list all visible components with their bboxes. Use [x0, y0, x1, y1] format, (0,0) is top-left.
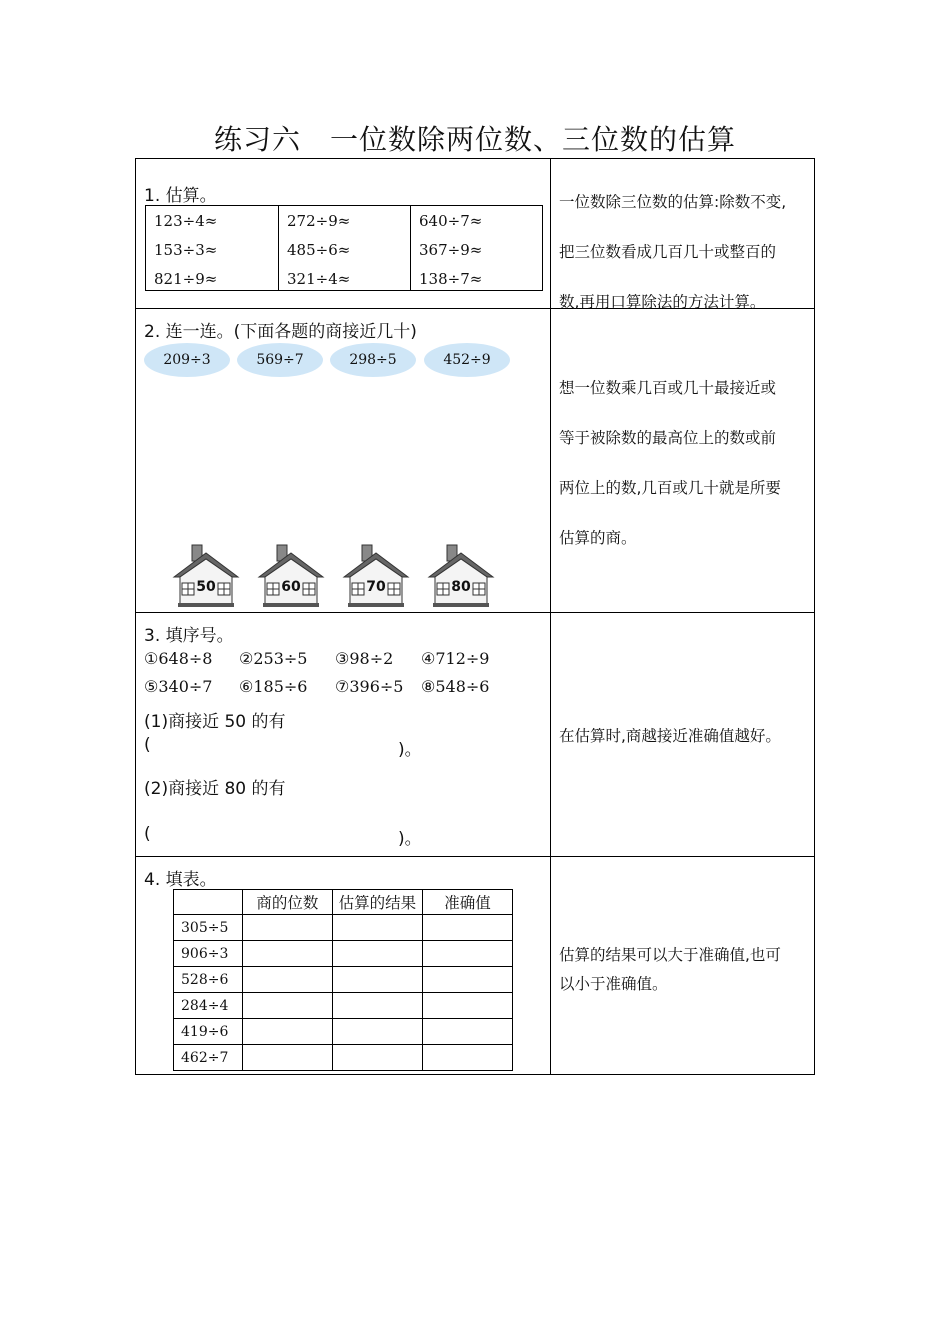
option-item: ③98÷2: [335, 649, 394, 668]
q1-tip: [559, 177, 809, 327]
table-row: [174, 993, 513, 1019]
answer-paren-close: )。: [398, 829, 422, 849]
q3-title: 3. 填序号。: [144, 626, 234, 646]
section-3: [136, 613, 814, 857]
estimate-column: [278, 206, 411, 290]
option-item: ①648÷8: [144, 649, 213, 668]
tip-line: 估算的结果可以大于准确值,也可: [559, 946, 781, 964]
q4-tip: [559, 941, 809, 999]
sub-question-2: (2)商接近 80 的有: [144, 779, 286, 799]
estimate-item: 367÷9≈: [419, 241, 483, 259]
table-row: [174, 1045, 513, 1071]
table-row: [174, 915, 513, 941]
q1-title: 1. 估算。: [144, 186, 217, 206]
option-item: ⑧548÷6: [421, 677, 490, 696]
answer-paren-open: (: [144, 735, 151, 755]
row-expression: 305÷5: [174, 915, 243, 941]
row-expression: 419÷6: [174, 1019, 243, 1045]
answer-cell[interactable]: [332, 967, 422, 993]
estimate-item: 153÷3≈: [154, 241, 218, 259]
answer-blank-2[interactable]: [156, 822, 396, 846]
answer-cell[interactable]: [242, 1045, 332, 1071]
row-expression: 462÷7: [174, 1045, 243, 1071]
answer-cell[interactable]: [422, 915, 512, 941]
section-1: [136, 159, 814, 309]
estimate-item: 640÷7≈: [419, 212, 483, 230]
answer-cell[interactable]: [242, 993, 332, 1019]
table-row: [174, 941, 513, 967]
division-bubble[interactable]: 209÷3: [144, 343, 230, 377]
column-header: 商的位数: [242, 890, 332, 915]
answer-cell[interactable]: [332, 1019, 422, 1045]
q4-title: 4. 填表。: [144, 870, 217, 890]
tip-line: 两位上的数,几百或几十就是所要: [559, 479, 781, 497]
answer-paren-open: (: [144, 824, 151, 844]
page-title: 练习六 一位数除两位数、三位数的估算: [213, 123, 736, 156]
tip-line: 数,再用口算除法的方法计算。: [559, 293, 766, 311]
estimate-item: 321÷4≈: [287, 270, 351, 288]
section-2: [136, 309, 814, 613]
answer-cell[interactable]: [332, 1045, 422, 1071]
table-header-row: [174, 890, 513, 915]
row-expression: 528÷6: [174, 967, 243, 993]
house-icon[interactable]: [427, 543, 495, 609]
house-icon[interactable]: [172, 543, 240, 609]
house-label: 60: [281, 579, 301, 595]
house-label: 80: [451, 579, 471, 595]
division-bubble[interactable]: 452÷9: [424, 343, 510, 377]
estimate-item: 123÷4≈: [154, 212, 218, 230]
row-expression: 284÷4: [174, 993, 243, 1019]
q2-title: 2. 连一连。(下面各题的商接近几十): [144, 322, 417, 342]
answer-cell[interactable]: [242, 967, 332, 993]
tip-line: 以小于准确值。: [559, 975, 668, 993]
answer-cell[interactable]: [242, 1019, 332, 1045]
answer-cell[interactable]: [422, 941, 512, 967]
house-icon[interactable]: [342, 543, 410, 609]
option-item: ⑥185÷6: [239, 677, 308, 696]
division-bubble[interactable]: 569÷7: [237, 343, 323, 377]
answer-paren-close: )。: [398, 740, 422, 760]
worksheet-table: [135, 158, 815, 1075]
row-expression: 906÷3: [174, 941, 243, 967]
house-icon[interactable]: [257, 543, 325, 609]
answer-cell[interactable]: [332, 993, 422, 1019]
fill-in-table: [173, 889, 513, 1071]
estimate-item: 821÷9≈: [154, 270, 218, 288]
answer-cell[interactable]: [422, 1045, 512, 1071]
estimate-item: 138÷7≈: [419, 270, 483, 288]
answer-cell[interactable]: [422, 967, 512, 993]
tip-line: 等于被除数的最高位上的数或前: [559, 429, 777, 447]
tip-line: 想一位数乘几百或几十最接近或: [559, 379, 777, 397]
table-row: [174, 1019, 513, 1045]
column-header: 准确值: [422, 890, 512, 915]
answer-cell[interactable]: [332, 915, 422, 941]
estimate-grid: [145, 205, 543, 291]
tip-line: 估算的商。: [559, 529, 637, 547]
house-label: 50: [196, 579, 216, 595]
estimate-item: 272÷9≈: [287, 212, 351, 230]
column-header: 估算的结果: [332, 890, 422, 915]
q2-tip: [559, 363, 809, 563]
option-item: ⑦396÷5: [335, 677, 404, 696]
tip-line: 一位数除三位数的估算:除数不变,: [559, 193, 787, 211]
option-item: ②253÷5: [239, 649, 308, 668]
answer-cell[interactable]: [422, 1019, 512, 1045]
section-4: [136, 857, 814, 1074]
column-header: [174, 890, 243, 915]
table-row: [174, 967, 513, 993]
option-item: ④712÷9: [421, 649, 490, 668]
option-item: ⑤340÷7: [144, 677, 213, 696]
q3-tip: 在估算时,商越接近准确值越好。: [559, 727, 781, 745]
estimate-item: 485÷6≈: [287, 241, 351, 259]
estimate-column: [146, 206, 278, 290]
answer-blank-1[interactable]: [156, 733, 396, 757]
answer-cell[interactable]: [332, 941, 422, 967]
estimate-column: [410, 206, 543, 290]
division-bubble[interactable]: 298÷5: [330, 343, 416, 377]
sub-question-1: (1)商接近 50 的有: [144, 712, 286, 732]
tip-line: 把三位数看成几百几十或整百的: [559, 243, 777, 261]
answer-cell[interactable]: [242, 941, 332, 967]
answer-cell[interactable]: [422, 993, 512, 1019]
answer-cell[interactable]: [242, 915, 332, 941]
house-label: 70: [366, 579, 386, 595]
